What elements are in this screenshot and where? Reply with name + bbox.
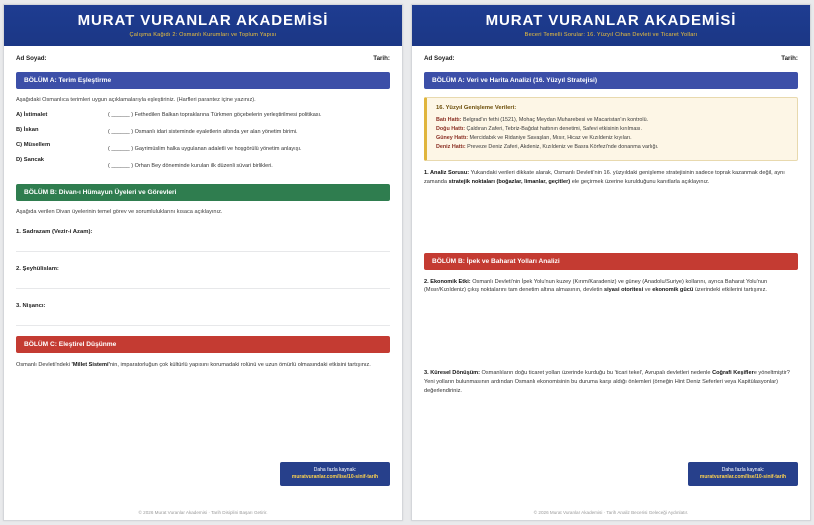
section-bar-c: BÖLÜM C: Eleştirel Düşünme [16, 336, 390, 353]
data-row-label: Deniz Hattı: [436, 143, 466, 150]
badge-label: Daha fazla kaynak: [721, 467, 765, 473]
resource-link[interactable]: muratvuranlar.com/lise/10-sinif-tarih [291, 474, 379, 480]
page-title: MURAT VURANLAR AKADEMİSİ [77, 12, 329, 29]
section-bar-b-right: BÖLÜM B: İpek ve Baharat Yolları Analizi [424, 253, 798, 270]
page-body-left [4, 68, 402, 506]
resource-badge[interactable] [688, 462, 798, 486]
list-item[interactable]: ( ______ ) Gayrimüslim halka uygulanan adaletli ve hoşgörülü yönetim anlayışı. [108, 146, 302, 153]
answer-line[interactable] [16, 288, 390, 289]
question-text-pre: Osmanlı Devleti'nin İpek Yolu'nun kuzey (Kırım/Karadeniz) ve güney (Anadolu/Suriye) kollarını, ayrıca Baharat Yolu'nun (Mısır/Kızıldeniz) çıkış noktalarını tam denetim altına almasının, devletin [424, 278, 768, 294]
question-label: 1. Analiz Sorusu: [424, 169, 470, 176]
list-item[interactable]: ( ______ ) Fethedilen Balkan topraklarına Türkmen göçebelerin yerleştirilmesi politikası. [108, 112, 322, 119]
resource-link[interactable]: muratvuranlar.com/lise/10-sinif-tarih [699, 474, 787, 480]
question-text-pre: Yukarıdaki verileri dikkate alarak, Osmanlı Devleti'nin 16. yüzyıldaki genişleme stratejisinin sadece toprak kazanmak değil, aynı zamanda [424, 169, 785, 185]
page-header-right [412, 5, 810, 46]
page-footer: © 2026 Murat Vuranlar Akademisi · Tarih Analiz Becerisi Geleceği Aydınlatır. [533, 510, 689, 515]
list-item [436, 116, 788, 125]
name-label: Ad Soyad: [424, 55, 455, 62]
question-label: 3. Küresel Dönüşüm: [424, 370, 480, 377]
date-label: Tarih: [373, 55, 390, 62]
list-item: C) Müsellem [16, 142, 51, 149]
question-text-post: üzerindeki etkilerini tartışınız. [693, 287, 767, 294]
student-id-line-left [4, 46, 402, 68]
data-row-label: Güney Hattı: [436, 134, 469, 141]
date-label: Tarih: [781, 55, 798, 62]
definition-list [108, 112, 390, 180]
name-label: Ad Soyad: [16, 55, 47, 62]
data-row-text: Belgrad'ın fethi (1521), Mohaç Meydan Muharebesi ve Macaristan'ın kontrolü. [462, 117, 649, 123]
data-row-label: Doğu Hattı: [436, 125, 466, 132]
section-c-prompt [16, 361, 390, 370]
question-text-post: e yöneltmiştir? Yeni yolların bulunmasının ardından Osmanlı ekonomisinin bu duruma karşı aldığı önlemleri (örneğin Hint Deniz Seferleri veya Kapitülasyonlar) değerlendiriniz. [424, 370, 790, 395]
section-bar-a: BÖLÜM A: Terim Eşleştirme [16, 72, 390, 89]
answer-line[interactable] [16, 251, 390, 252]
page-subtitle: Beceri Temelli Sorular: 16. Yüzyıl Cihan Devleti ve Ticaret Yolları [524, 32, 698, 38]
section-bar-b: BÖLÜM B: Divan-ı Hümayun Üyeleri ve Görevleri [16, 184, 390, 201]
data-row-text: Mercidabık ve Ridaniye Savaşları, Mısır, Hicaz ve Kızıldeniz kıyıları. [469, 134, 632, 141]
page-header-left [4, 5, 402, 46]
list-item: A) İstimalet [16, 112, 48, 119]
answer-space-2[interactable] [424, 295, 798, 361]
page-body-right [412, 68, 810, 506]
list-item [436, 125, 788, 134]
question-label: 2. Ekonomik Etki: [424, 278, 471, 285]
list-item: 3. Nişancı: [16, 302, 46, 309]
question-text-pre: Osmanlıların doğu ticaret yolları üzerinde kurduğu bu 'ticari tekel', Avrupalı devletleri nedenle [481, 370, 713, 377]
prompt-text-pre: Osmanlı Devleti'ndeki [16, 361, 72, 368]
data-box-title: 16. Yüzyıl Genişleme Verileri: [436, 105, 517, 111]
answer-space-1[interactable] [424, 187, 798, 249]
analysis-question-1 [424, 169, 798, 187]
analysis-question-3 [424, 369, 798, 396]
data-row-text: Çaldıran Zaferi, Tebriz-Bağdat hattının denetimi, Safevi etkisinin kırılması. [466, 125, 643, 132]
question-text-post: ele geçirmek üzerine kurulduğunu kanıtlarla açıklayınız. [570, 178, 710, 185]
page-subtitle: Çalışma Kağıdı 2: Osmanlı Kurumları ve Toplum Yapısı [129, 32, 277, 38]
list-item [436, 134, 788, 143]
matching-exercise [16, 112, 390, 180]
question-text-emphasis-1: siyasi otoritesi [604, 287, 644, 294]
list-item [436, 143, 788, 152]
resource-badge[interactable] [280, 462, 390, 486]
list-item: D) Sancak [16, 157, 45, 164]
resource-badge-wrap-left [4, 462, 402, 486]
student-id-line-right [412, 46, 810, 68]
question-text-emphasis: Coğrafi Keşifler [712, 370, 754, 377]
analysis-question-2 [424, 278, 798, 296]
badge-label: Daha fazla kaynak: [313, 467, 357, 473]
worksheet-page-left [3, 4, 403, 521]
section-bar-a-right: BÖLÜM A: Veri ve Harita Analizi (16. Yüzyıl Stratejisi) [424, 72, 798, 89]
list-item[interactable]: ( ______ ) Orhan Bey döneminde kurulan ilk düzenli süvari birlikleri. [108, 163, 273, 170]
question-text-mid: ve [643, 287, 653, 294]
question-text-emphasis-2: ekonomik gücü [652, 287, 694, 294]
list-item: B) İskan [16, 127, 39, 134]
list-item: 2. Şeyhülislam: [16, 265, 59, 272]
prompt-text-post: nin, imparatorluğun çok kültürlü yapısını korumadaki rolünü ve uzun ömürlü olmasındaki etkisini tartışınız. [109, 361, 371, 368]
resource-badge-wrap-right [412, 462, 810, 486]
data-row-label: Batı Hattı: [436, 117, 462, 123]
list-item: 1. Sadrazam (Vezir-i Azam): [16, 228, 93, 235]
page-footer: © 2026 Murat Vuranlar Akademisi · Tarih Disiplini Başarı Getirir. [138, 510, 268, 515]
data-row-text: Preveze Deniz Zaferi, Akdeniz, Kızıldeniz ve Basra Körfezi'nde donanma varlığı. [467, 143, 659, 150]
section-a-instruction: Aşağıdaki Osmanlıca terimleri uygun açıklamalarıyla eşleştiriniz. (Harfleri parantez içine yazınız). [16, 97, 256, 103]
list-item[interactable]: ( ______ ) Osmanlı idari sisteminde eyaletlerin altında yer alan yönetim birimi. [108, 129, 298, 136]
data-callout-box [424, 97, 798, 161]
section-b-instruction: Aşağıda verilen Divan üyelerinin temel görev ve sorumluluklarını kısaca açıklayınız. [16, 209, 223, 216]
term-list [16, 112, 94, 180]
question-text-emphasis: stratejik noktaları (boğazlar, limanlar, geçitler) [448, 178, 571, 185]
page-title: MURAT VURANLAR AKADEMİSİ [485, 12, 737, 29]
worksheet-page-right [411, 4, 811, 521]
prompt-text-emphasis: 'Millet Sistemi' [71, 361, 110, 368]
